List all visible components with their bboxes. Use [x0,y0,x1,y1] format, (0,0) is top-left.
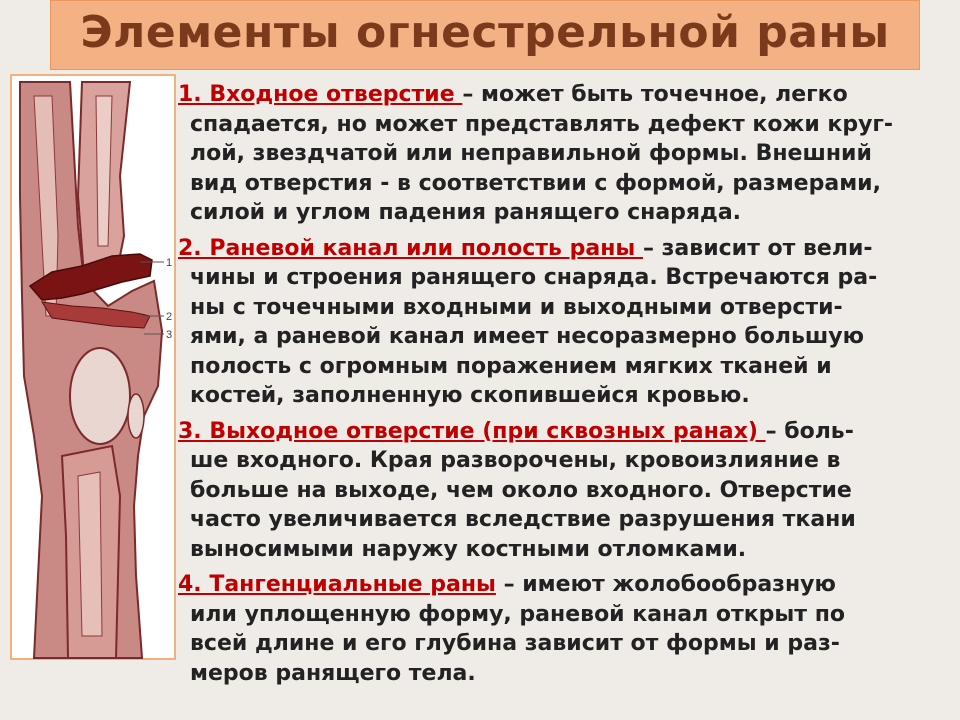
item-line: ями, а раневой канал имеет несоразмерно большую [190,324,864,349]
item-line: – имеют жолобообразную [495,572,836,597]
item-line: силой и углом падения ранящего снаряда. [190,200,742,225]
slide-title: Элементы огнестрельной раны [80,7,890,58]
item-wound-channel [178,234,928,411]
item-label: 4. Тангенциальные раны [178,572,496,597]
item-line: ше входного. Края разворочены, кровоизлияние в [190,448,841,473]
item-label: 3. Выходное отверстие (при сквозных ранах) [178,418,766,444]
item-label: 2. Раневой канал или полость раны [178,235,643,261]
item-line: вид отверстия - в соответствии с формой, размерами, [190,170,881,196]
item-line: часто увеличивается вследствие разрушения ткани [190,507,856,532]
figure-label-1: 1 [166,257,173,269]
item-line: всей длине и его глубина зависит от формы и раз- [190,631,840,656]
item-line: выносимыми наружу костными отломками. [190,536,747,562]
item-line: – боль- [765,418,854,444]
item-line: или уплощенную форму, раневой канал открыт по [190,601,846,627]
item-line: больше на выходе, чем около входного. Отверстие [190,477,852,503]
item-exit-wound [178,417,928,565]
gunshot-wound-illustration [10,74,176,660]
bone-wound-drawing [12,76,178,662]
figure-label-3: 3 [166,329,173,341]
item-entry-wound [178,80,928,228]
item-line: – зависит от вели- [642,235,873,261]
item-label: 1. Входное отверстие [178,82,463,107]
item-line: – может быть точечное, легко [462,82,848,107]
content-text [178,80,928,694]
item-line: костей, заполненную скопившейся кровью. [190,383,750,408]
item-line: спадается, но может представлять дефект кожи круг- [190,111,894,137]
item-line: чины и строения ранящего снаряда. Встречаются ра- [190,265,878,290]
item-line: меров ранящего тела. [190,660,476,686]
figure-label-2: 2 [166,311,173,323]
item-tangential-wounds [178,570,928,688]
item-line: ны с точечными входными и выходными отверсти- [190,294,843,320]
item-line: полость с огромным поражением мягких тканей и [190,353,832,379]
title-bar [50,0,920,70]
item-line: лой, звездчатой или неправильной формы. Внешний [190,141,872,166]
